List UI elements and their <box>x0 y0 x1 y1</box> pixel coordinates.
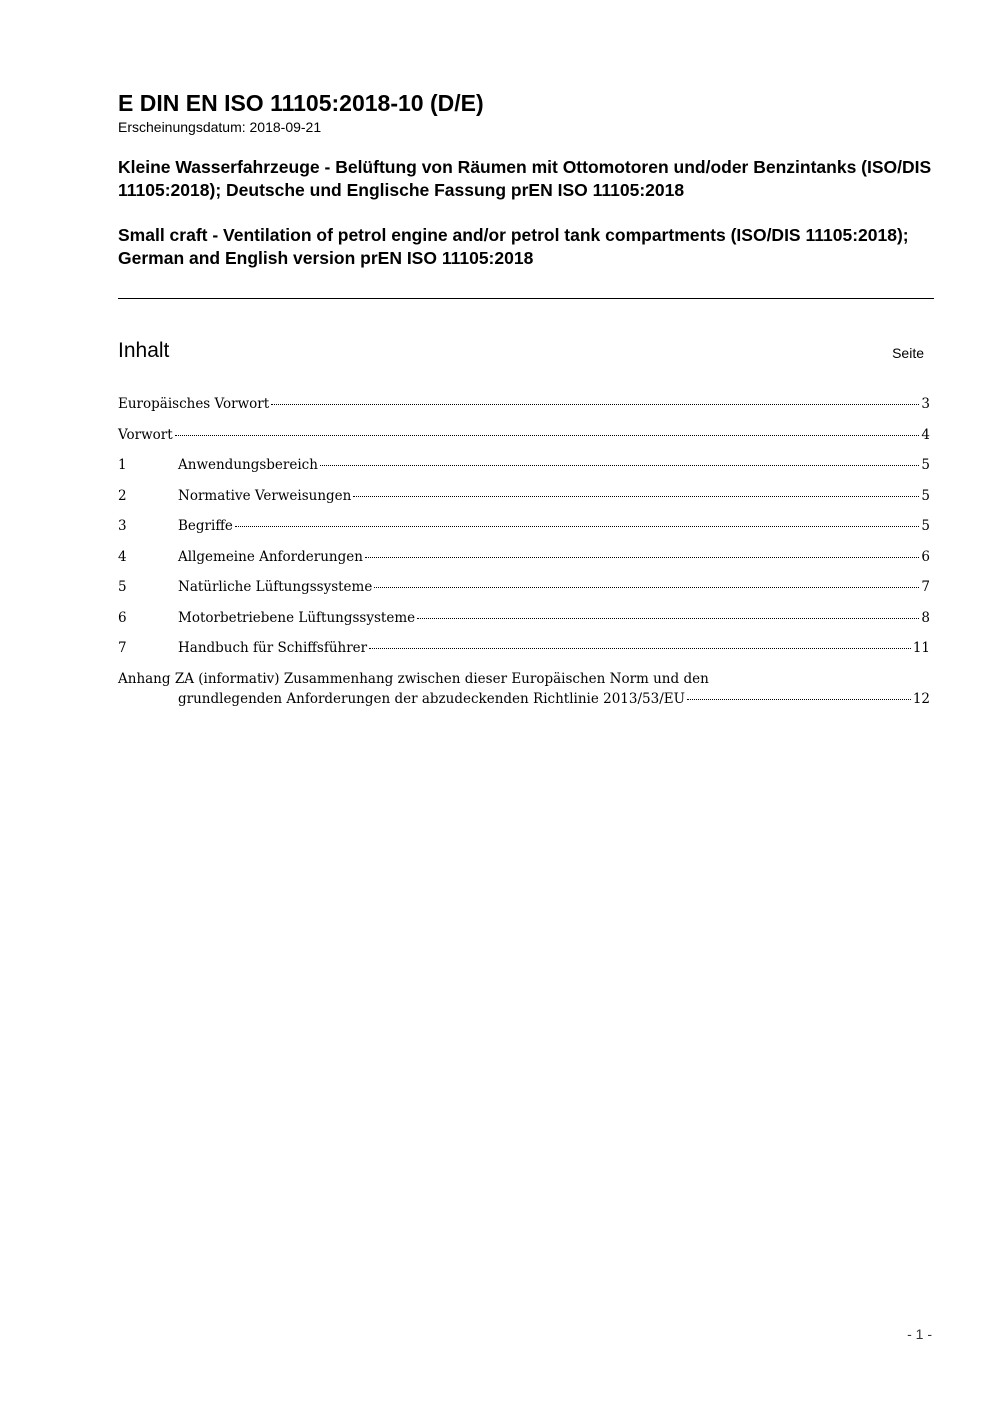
toc-entry-number: 6 <box>118 609 127 626</box>
toc-entry-label: Normative Verweisungen <box>178 487 352 504</box>
toc-entry[interactable] <box>118 455 930 486</box>
toc-annex-label: grundlegenden Anforderungen der abzudeckenden Richtlinie 2013/53/EU <box>178 690 685 707</box>
toc-leader-dots <box>687 699 911 700</box>
toc-entry[interactable] <box>118 638 930 669</box>
toc-entry-number: 7 <box>118 640 127 656</box>
toc-leader-dots <box>365 557 919 558</box>
toc-leader-dots <box>271 404 919 405</box>
toc-leader-dots <box>353 496 919 497</box>
header-divider <box>118 298 934 299</box>
toc-entry-label: Europäisches Vorwort <box>118 396 270 412</box>
toc-annex-title-line1: Anhang ZA (informativ) Zusammenhang zwischen dieser Europäischen Norm und den <box>118 670 709 687</box>
toc-entry-page: 6 <box>921 548 930 565</box>
toc-entry-label: Natürliche Lüftungssysteme <box>178 579 373 595</box>
toc-entry[interactable] <box>118 547 930 578</box>
toc-entry-label: Handbuch für Schiffsführer <box>178 640 368 656</box>
toc-entry-page: 3 <box>921 396 930 412</box>
toc-entry-label: Vorwort <box>118 426 173 443</box>
toc-entry-annex[interactable] <box>118 669 930 709</box>
toc-leader-dots <box>417 618 919 619</box>
document-id: E DIN EN ISO 11105:2018-10 (D/E) <box>118 90 484 116</box>
toc-entry-page: 7 <box>921 579 930 595</box>
toc-entry-label: Begriffe <box>178 518 233 534</box>
toc-leader-dots <box>369 648 911 649</box>
toc-leader-dots <box>175 435 920 436</box>
title-german: Kleine Wasserfahrzeuge - Belüftung von Räumen mit Ottomotoren und/oder Benzintanks (ISO/DIS 11105:2018); Deutsche und Englische Fassung prEN ISO 11105:2018 <box>118 157 932 200</box>
toc-annex-title-line2 <box>118 689 930 709</box>
toc-leader-dots <box>235 526 920 527</box>
toc-entry-number: 4 <box>118 548 127 565</box>
toc-leader-dots <box>320 465 919 466</box>
toc-entry-page: 5 <box>921 487 930 504</box>
title-english: Small craft - Ventilation of petrol engine and/or petrol tank compartments (ISO/DIS 11105:2018); German and English version prEN ISO 11105:2018 <box>118 225 909 268</box>
document-header <box>118 88 934 270</box>
toc-entry-number: 1 <box>118 457 127 473</box>
toc-entry-number: 2 <box>118 487 127 504</box>
toc-entry-page: 11 <box>912 640 930 656</box>
toc-entry[interactable] <box>118 486 930 517</box>
toc-entry-label: Allgemeine Anforderungen <box>178 548 363 565</box>
toc-entry[interactable] <box>118 577 930 608</box>
toc-entry-page: 8 <box>921 609 930 626</box>
toc-entry-page: 5 <box>921 518 930 534</box>
table-of-contents <box>118 394 930 709</box>
toc-entry[interactable] <box>118 425 930 456</box>
page-number: - 1 - <box>907 1326 932 1342</box>
toc-heading <box>118 338 926 368</box>
toc-title: Inhalt <box>118 339 170 362</box>
toc-entry[interactable] <box>118 608 930 639</box>
toc-entry-page: 4 <box>921 426 930 443</box>
toc-entry-page: 12 <box>912 690 930 707</box>
toc-entry-label: Motorbetriebene Lüftungssysteme <box>178 609 416 626</box>
toc-entry-number: 3 <box>118 518 127 534</box>
toc-leader-dots <box>374 587 919 588</box>
toc-entry[interactable] <box>118 394 930 425</box>
toc-entry-page: 5 <box>921 457 930 473</box>
toc-entry[interactable] <box>118 516 930 547</box>
toc-entry-number: 5 <box>118 579 127 595</box>
toc-page-column-label: Seite <box>892 345 924 361</box>
publication-date: Erscheinungsdatum: 2018-09-21 <box>118 119 322 135</box>
toc-entry-label: Anwendungsbereich <box>178 457 318 473</box>
